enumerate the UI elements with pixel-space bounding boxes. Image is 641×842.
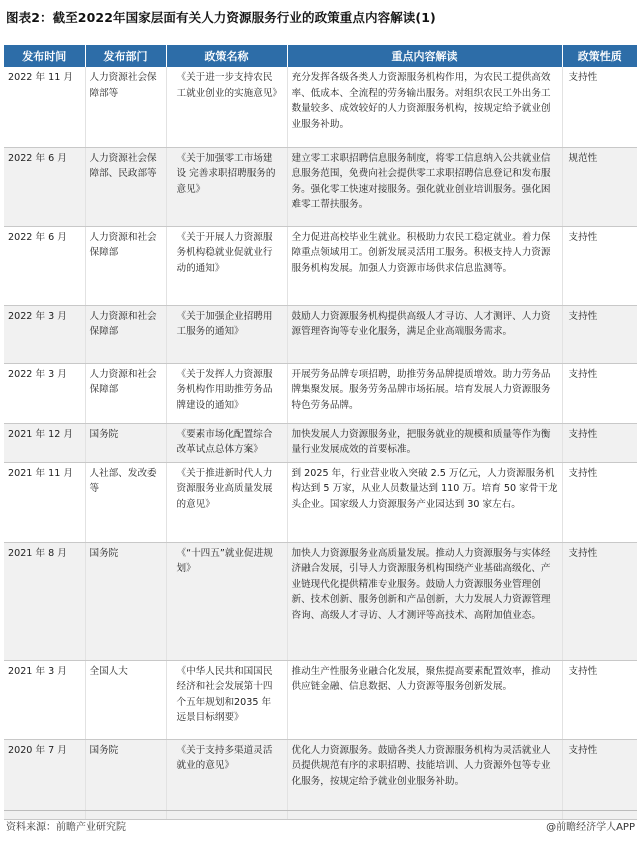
cell-content: 建立零工求职招聘信息服务制度，将零工信息纳入公共就业信息服务范围，免费向社会提供零工求职招聘信息登记和发布服务。强化零工快速对接服务。强化就业创业培训服务。强化困难零工帮扶服务。 (287, 147, 562, 226)
cell-dept: 人力资源和社会保障部 (85, 226, 166, 305)
cell-policy-name: 《关于推进新时代人力资源服务业高质量发展的意见》 (166, 462, 287, 542)
cell-dept: 人力资源和社会保障部 (85, 305, 166, 363)
cell-nature: 支持性 (562, 423, 637, 462)
cell-dept: 国务院 (85, 542, 166, 660)
cell-content: 充分发挥各级各类人力资源服务机构作用，为农民工提供高效率、低成本、全流程的劳务输出服务。对组织农民工外出务工数量较多、成效较好的人力资源服务机构，按规定给予就业创业服务补助。 (287, 67, 562, 147)
table-row (4, 423, 637, 462)
table-row (4, 67, 637, 147)
cell-policy-name: 《要素市场化配置综合改革试点总体方案》 (166, 423, 287, 462)
cell-dept: 人力资源社会保障部等 (85, 67, 166, 147)
cell-time: 2022 年 11 月 (4, 67, 85, 147)
cell-nature: 支持性 (562, 462, 637, 542)
table-row (4, 147, 637, 226)
source-note: 资料来源：前瞻产业研究院 (6, 822, 126, 833)
cell-content: 开展劳务品牌专项招聘，助推劳务品牌提质增效。助力劳务品牌集聚发展。服务劳务品牌市场拓展。培育发展人力资源服务特色劳务品牌。 (287, 363, 562, 423)
footer-divider (4, 810, 637, 811)
cell-policy-name: 《关于开展人力资源服务机构稳就业促就业行动的通知》 (166, 226, 287, 305)
header-name: 政策名称 (166, 45, 287, 67)
table-row (4, 305, 637, 363)
cell-time: 2022 年 3 月 (4, 363, 85, 423)
cell-nature: 规范性 (562, 147, 637, 226)
cell-time: 2020 年 7 月 (4, 739, 85, 819)
brand-credit: @前瞻经济学人APP (546, 822, 635, 833)
table-row (4, 363, 637, 423)
cell-content: 全力促进高校毕业生就业。积极助力农民工稳定就业。着力保障重点领域用工。创新发展灵活用工服务。积极支持人力资源服务机构发展。加强人力资源市场供求信息监测等。 (287, 226, 562, 305)
policy-table (4, 45, 637, 820)
cell-policy-name: 《关于加强零工市场建设 完善求职招聘服务的意见》 (166, 147, 287, 226)
table-row (4, 739, 637, 819)
cell-policy-name: 《关于支持多渠道灵活就业的意见》 (166, 739, 287, 819)
cell-time: 2022 年 3 月 (4, 305, 85, 363)
cell-dept: 全国人大 (85, 660, 166, 739)
cell-policy-name: 《“十四五”就业促进规划》 (166, 542, 287, 660)
cell-policy-name: 《关于发挥人力资源服务机构作用助推劳务品牌建设的通知》 (166, 363, 287, 423)
cell-nature: 支持性 (562, 739, 637, 819)
cell-content: 推动生产性服务业融合化发展，聚焦提高要素配置效率，推动供应链金融、信息数据、人力资源等服务创新发展。 (287, 660, 562, 739)
cell-time: 2022 年 6 月 (4, 147, 85, 226)
cell-dept: 人社部、发改委等 (85, 462, 166, 542)
cell-policy-name: 《关于进一步支持农民工就业创业的实施意见》 (166, 67, 287, 147)
cell-dept: 人力资源和社会保障部 (85, 363, 166, 423)
table-row (4, 660, 637, 739)
header-time: 发布时间 (4, 45, 85, 67)
table-row (4, 226, 637, 305)
cell-time: 2021 年 11 月 (4, 462, 85, 542)
cell-nature: 支持性 (562, 542, 637, 660)
chart-title: 图表2：截至2022年国家层面有关人力资源服务行业的政策重点内容解读(1) (6, 10, 436, 25)
cell-dept: 国务院 (85, 739, 166, 819)
cell-content: 到 2025 年，行业营业收入突破 2.5 万亿元，人力资源服务机构达到 5 万家，从业人员数量达到 110 万。培育 50 家骨干龙头企业。国家级人力资源服务产业园达到 30 家左右。 (287, 462, 562, 542)
cell-nature: 支持性 (562, 363, 637, 423)
table-row (4, 462, 637, 542)
cell-policy-name: 《中华人民共和国国民经济和社会发展第十四个五年规划和2035 年远景目标纲要》 (166, 660, 287, 739)
cell-policy-name: 《关于加强企业招聘用工服务的通知》 (166, 305, 287, 363)
cell-time: 2022 年 6 月 (4, 226, 85, 305)
cell-content: 鼓励人力资源服务机构提供高级人才寻访、人才测评、人力资源管理咨询等专业化服务，满足企业高端服务需求。 (287, 305, 562, 363)
cell-nature: 支持性 (562, 660, 637, 739)
cell-content: 加快发展人力资源服务业，把服务就业的规模和质量等作为衡量行业发展成效的首要标准。 (287, 423, 562, 462)
cell-time: 2021 年 3 月 (4, 660, 85, 739)
cell-nature: 支持性 (562, 226, 637, 305)
header-dept: 发布部门 (85, 45, 166, 67)
cell-dept: 国务院 (85, 423, 166, 462)
cell-time: 2021 年 12 月 (4, 423, 85, 462)
header-content: 重点内容解读 (287, 45, 562, 67)
cell-content: 优化人力资源服务。鼓励各类人力资源服务机构为灵活就业人员提供规范有序的求职招聘、技能培训、人力资源外包等专业化服务，按规定给予就业创业服务补助。 (287, 739, 562, 819)
cell-nature: 支持性 (562, 305, 637, 363)
table-row (4, 542, 637, 660)
cell-content: 加快人力资源服务业高质量发展。推动人力资源服务与实体经济融合发展，引导人力资源服务机构围绕产业基础高级化、产业链现代化提供精准专业服务。鼓励人力资源服务业管理创新、技术创新、服务创新和产品创新，大力发展人力资源管理咨询、高级人才寻访、人才测评等高技术、高附加值业态。 (287, 542, 562, 660)
header-nature: 政策性质 (562, 45, 637, 67)
cell-nature: 支持性 (562, 67, 637, 147)
cell-dept: 人力资源社会保障部、民政部等 (85, 147, 166, 226)
cell-time: 2021 年 8 月 (4, 542, 85, 660)
table-header-row (4, 45, 637, 67)
